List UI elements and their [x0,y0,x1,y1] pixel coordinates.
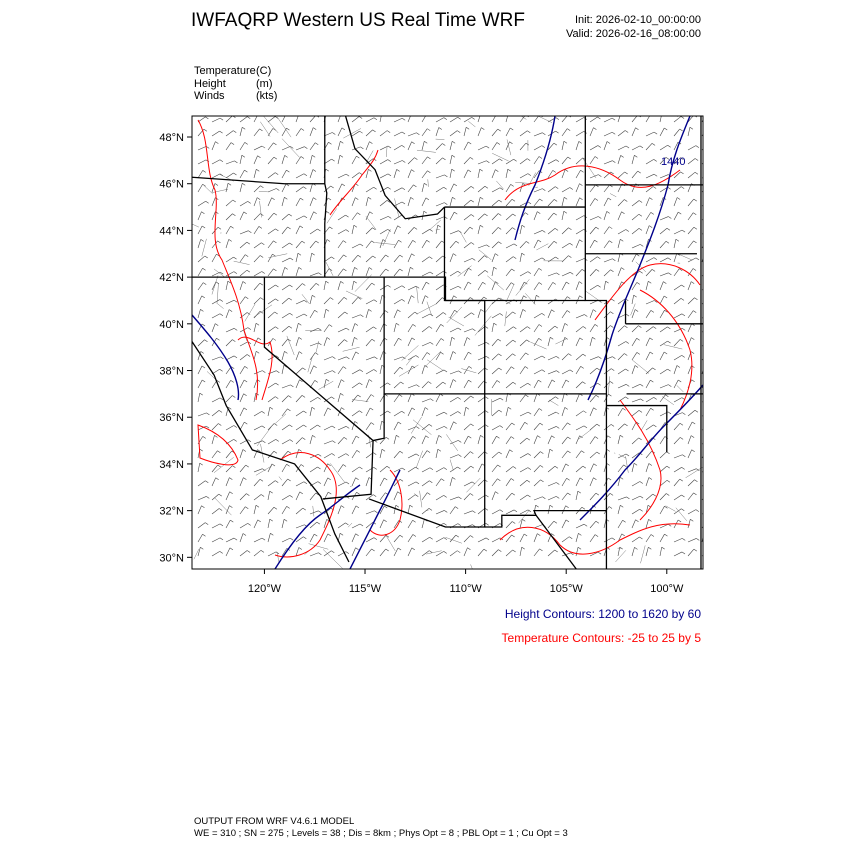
wind-barb-flag [508,113,511,115]
wind-barb-flag [710,328,713,330]
lat-tick-label: 44°N [159,225,184,238]
wind-barb-flag [327,113,330,115]
init-time: Init: 2026-02-10_00:00:00 [575,14,701,26]
lon-tick-label: 115°W [348,583,382,595]
height-contour-label: 1440 [661,156,686,168]
lat-tick-label: 38°N [159,365,184,378]
wind-barb-flag [708,353,711,355]
wind-barb-flag [710,413,713,415]
wind-barb-flag [411,114,414,116]
wind-barb-flag [707,492,710,494]
wind-barb-flag [706,240,709,242]
longitude-axis [248,569,684,595]
wind-barb-flag [710,511,713,513]
wind-barb-flag [299,114,302,116]
model-version: OUTPUT FROM WRF V4.6.1 MODEL [194,816,355,827]
temperature-contour-note: Temperature Contours: -25 to 25 by 5 [501,631,701,645]
wind-barb-flag [708,185,711,187]
lon-tick-label: 105°W [549,583,583,595]
lat-tick-label: 46°N [159,178,184,191]
wind-barb-flag [621,113,624,115]
wind-barb-flag [341,114,344,116]
wind-barb-flag [706,450,709,452]
height-contour-note: Height Contours: 1200 to 1620 by 60 [504,607,701,621]
wind-barb-flag [704,533,707,535]
wind-barb-flag [710,314,713,316]
plot-title: IWFAQRP Western US Real Time WRF [191,10,525,31]
wind-barb-flag [709,200,712,202]
wind-barb-flag [710,341,713,343]
wind-barb-flag [710,440,713,442]
model-info [194,816,568,839]
wind-barb-flag [481,113,484,115]
variable-height: Height (m) [194,77,273,90]
lat-tick-label: 42°N [159,272,184,285]
lat-tick-label: 48°N [159,132,184,145]
valid-time: Valid: 2026-02-16_08:00:00 [566,28,701,40]
lat-tick-label: 36°N [159,412,184,425]
lon-tick-label: 120°W [247,583,281,595]
lat-tick-label: 32°N [159,505,184,518]
latitude-axis [159,132,192,564]
model-config: WE = 310 ; SN = 275 ; Levels = 38 ; Dis = 8km ; Phys Opt = 8 ; PBL Opt = 1 ; Cu Opt = 3 [194,827,568,839]
wind-barb-flag [708,157,711,159]
wind-barb-flag [382,113,385,115]
wind-barb-flag [710,426,713,428]
wind-barb-flag [710,481,713,483]
wind-barb-flag [706,520,709,522]
lon-tick-label: 110°W [449,583,482,595]
wind-barb-flag [709,551,712,553]
wind-barb-flag [662,113,665,115]
lat-tick-label: 34°N [159,458,184,471]
lat-tick-label: 40°N [159,318,184,331]
wind-barb-flag [704,253,707,255]
variable-temperature: Temperature(C) [194,65,272,77]
wind-barb-flag [710,175,713,177]
wind-barb-flag [708,297,711,299]
wind-barb-flag [708,143,711,145]
variable-winds: Winds (kts) [194,90,278,102]
wind-barb-flag [706,128,709,130]
lat-tick-label: 30°N [159,552,184,565]
wind-barb-flag [709,215,712,217]
wind-barb-flag [709,285,712,287]
wind-barb-flag [708,270,711,272]
wind-barb-flag [704,365,707,367]
lon-tick-label: 100°W [650,583,684,595]
wind-barb-flag [710,468,713,470]
wind-barb-flag [707,380,710,382]
wind-barb-flag [710,231,713,233]
wind-barb-flag [710,398,713,400]
wind-barb-flag [705,114,708,116]
